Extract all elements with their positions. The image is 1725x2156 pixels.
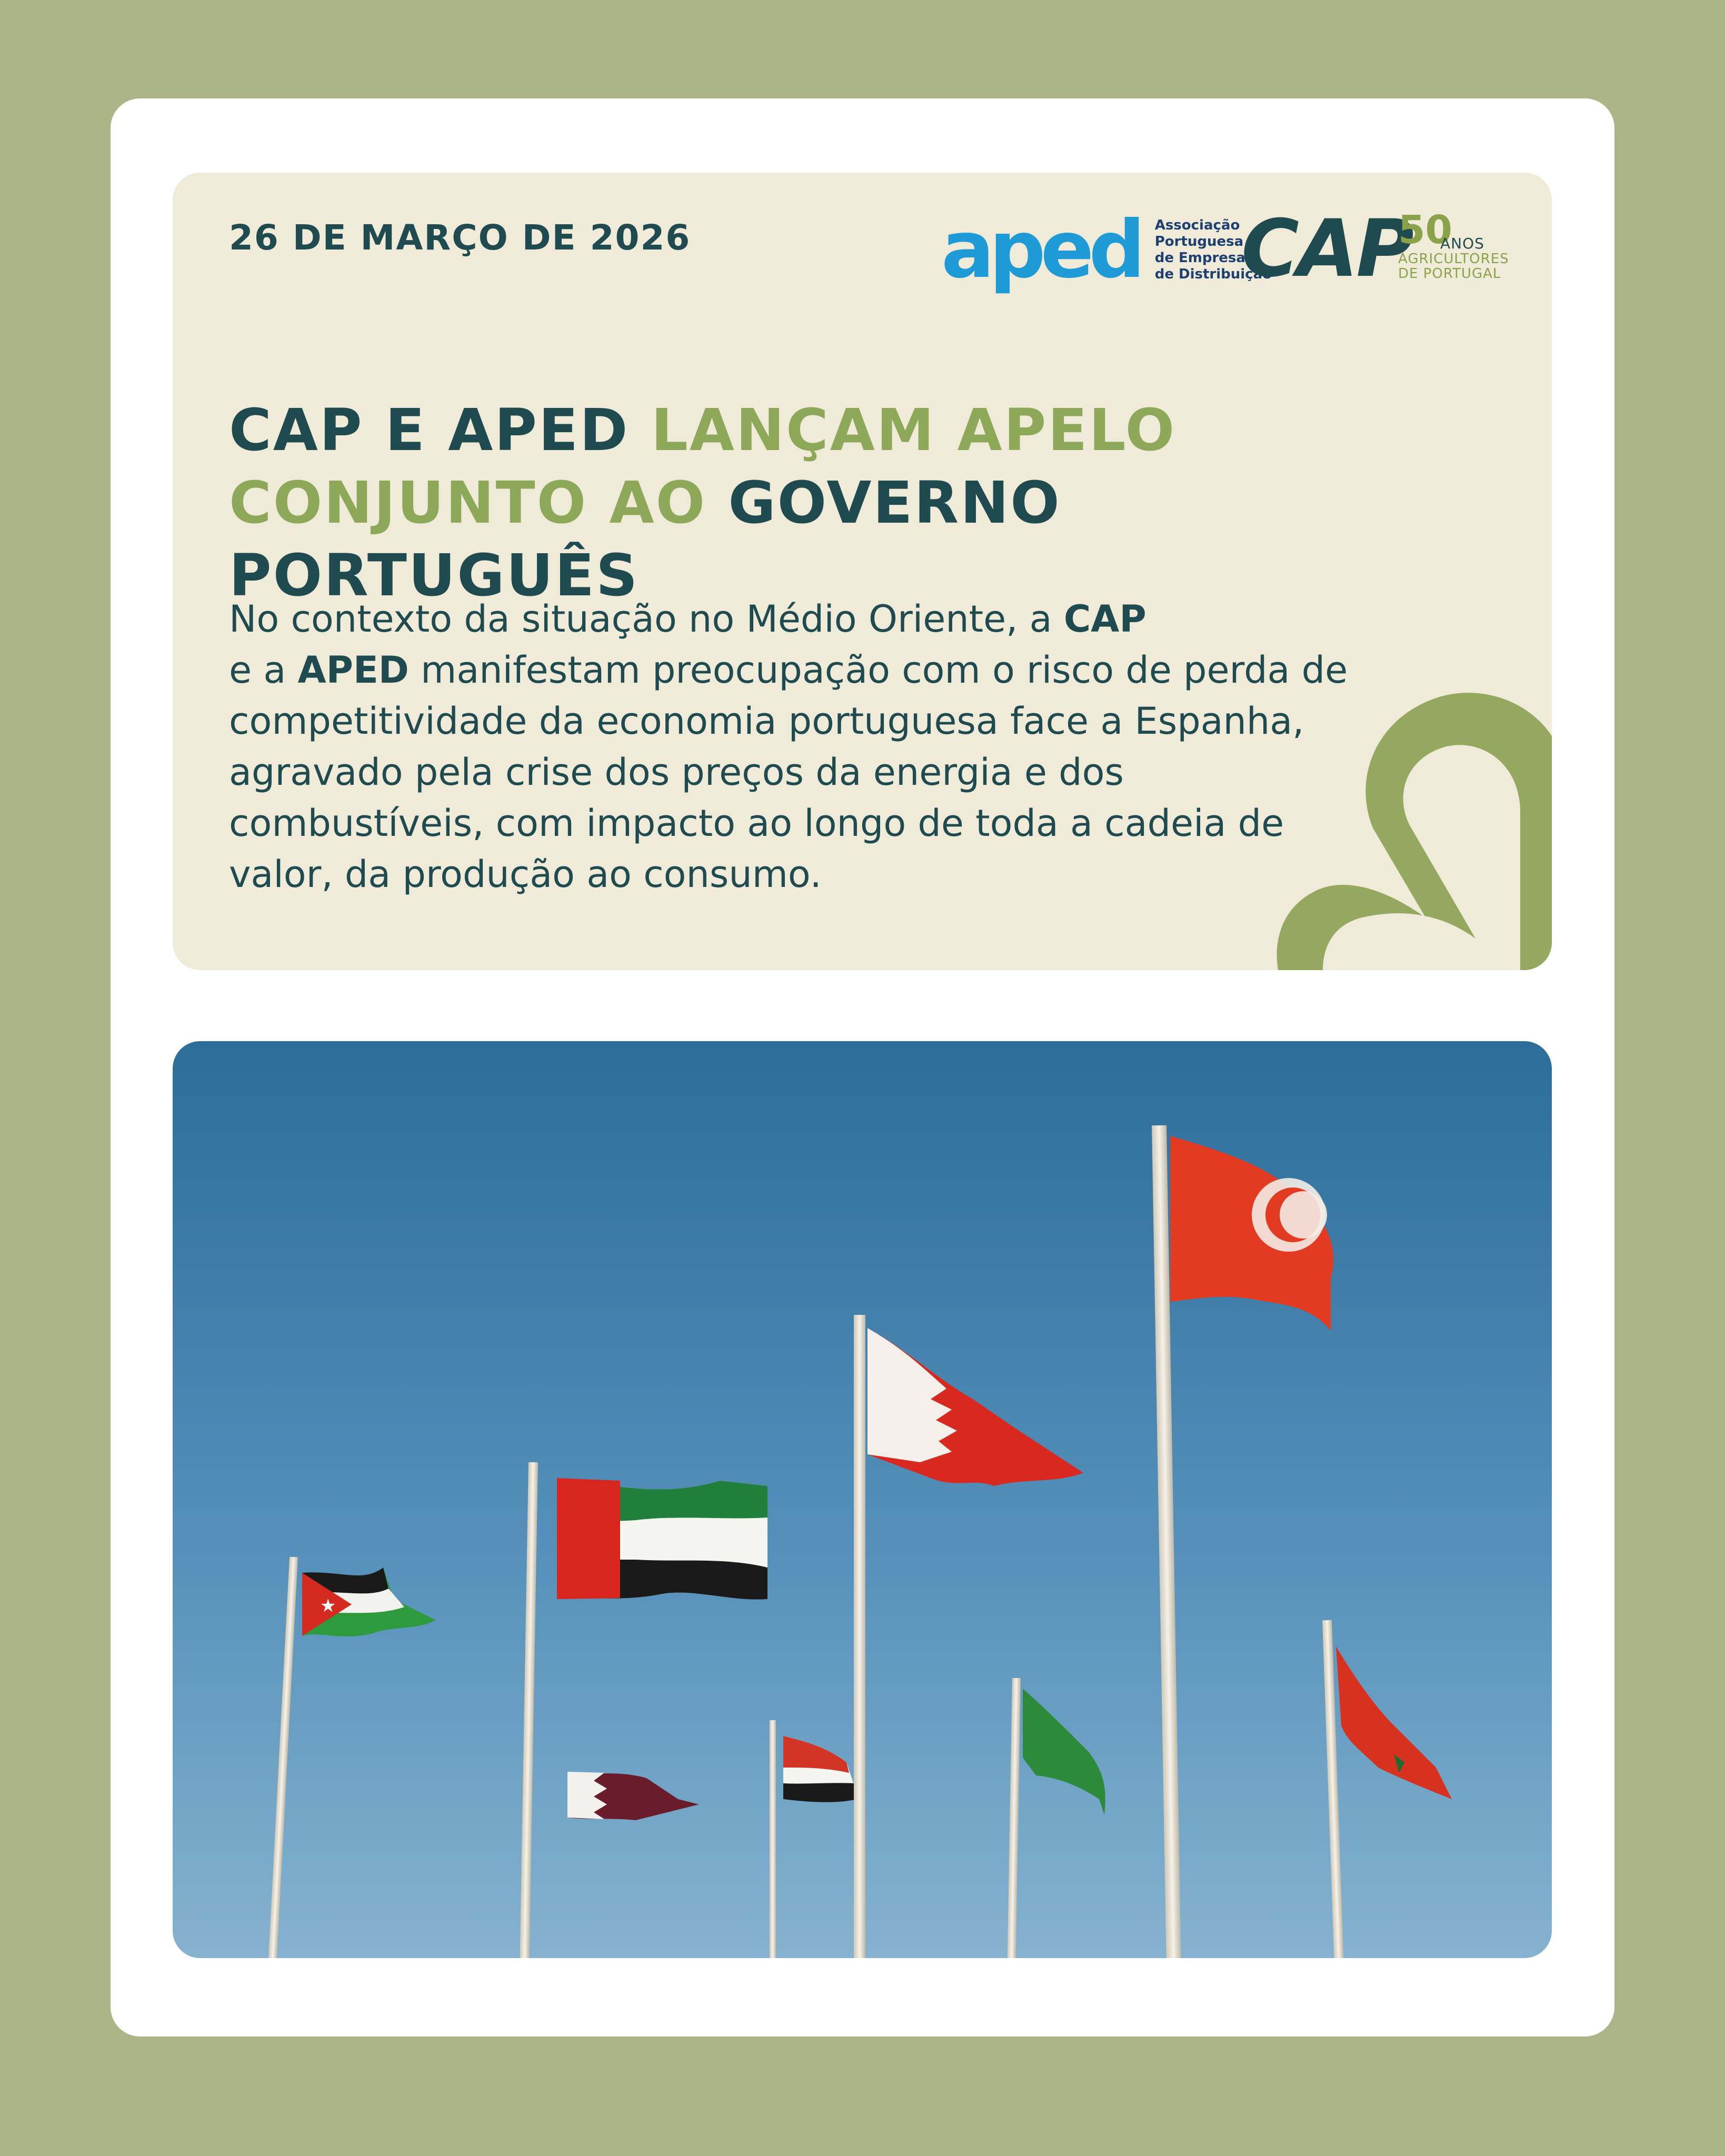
cap-wordmark: CAP: [1241, 203, 1412, 295]
flags-photo: [173, 1041, 1552, 1958]
body-bold-aped: APED: [297, 648, 409, 692]
body-text: [229, 594, 1387, 900]
aped-logo: [941, 204, 1272, 296]
headline-part-1: CAP E APED: [229, 396, 630, 464]
headline-part-2: LANÇAM APELO: [629, 396, 1176, 464]
cap-anniversary-number: 50: [1398, 207, 1452, 253]
aped-wordmark: aped: [941, 204, 1140, 296]
headline-part-3: CONJUNTO AO: [229, 469, 707, 536]
body-text-2: e a: [229, 648, 298, 692]
date: 26 DE MARÇO DE 2026: [229, 217, 691, 258]
aped-subtitle: Associação Portuguesa de Empresas de Distribuição: [1154, 217, 1272, 282]
decorative-swoosh-icon: [1273, 686, 1552, 970]
body-bold-cap: CAP: [1063, 597, 1146, 641]
cap-logo: [1241, 203, 1515, 295]
svg-text:★: ★: [320, 1595, 336, 1616]
headline: [229, 394, 1492, 612]
cap-anos-label: ANOS: [1440, 235, 1484, 252]
headline-part-4: GOVERNO PORTUGUÊS: [229, 469, 1061, 609]
header-panel: [173, 173, 1552, 970]
body-text-1: No contexto da situação no Médio Oriente, a: [229, 597, 1064, 641]
body-text-3: manifestam preocupação com o risco de perda de competitividade da economia portuguesa face a Espanha, agravado pela crise dos preços da energia e dos combustíveis, com impacto ao longo de toda a cadeia de valor, da produção ao consumo.: [229, 648, 1348, 896]
cap-tagline: AGRICULTORES DE PORTUGAL: [1398, 251, 1509, 282]
